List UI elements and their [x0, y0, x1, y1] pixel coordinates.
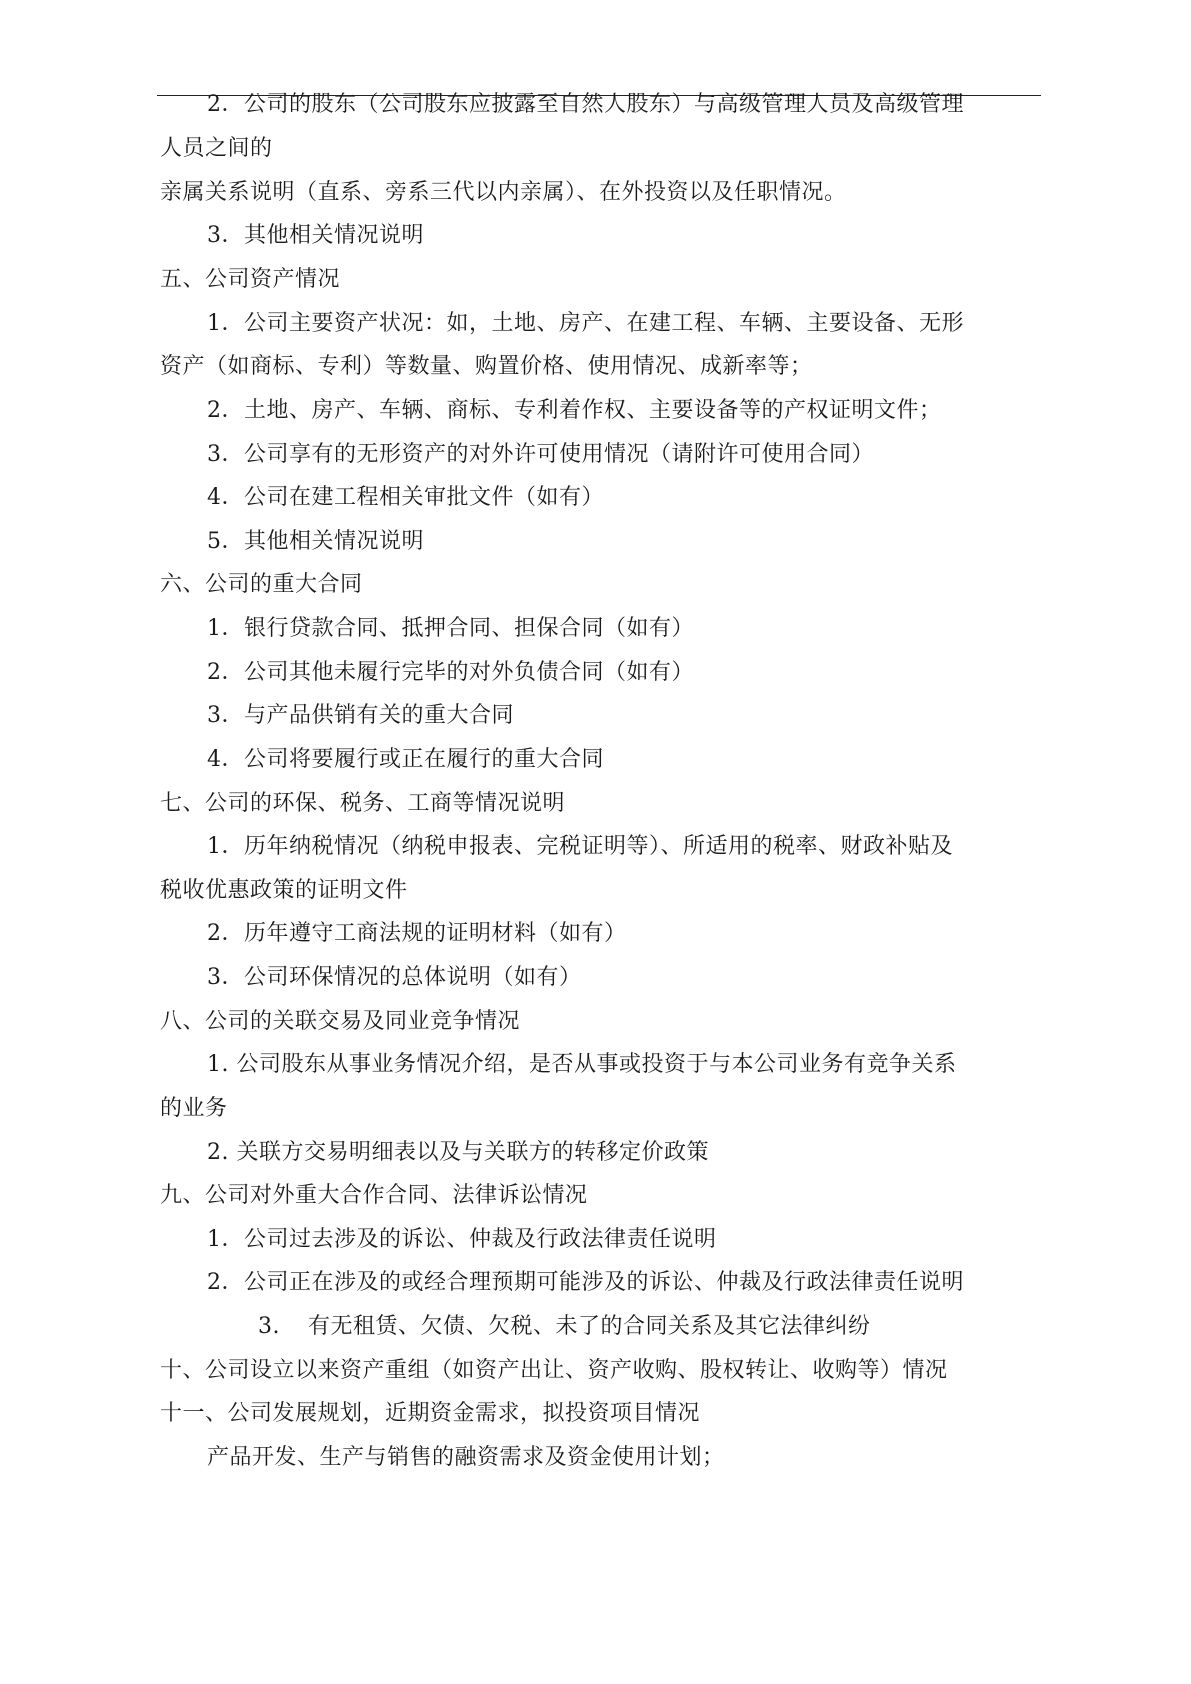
- text-line: 产品开发、生产与销售的融资需求及资金使用计划；: [207, 1445, 725, 1470]
- list-item: 1．公司主要资产状况：如，土地、房产、在建工程、车辆、主要设备、无形: [207, 311, 964, 336]
- list-item: 5．其他相关情况说明: [207, 529, 424, 554]
- list-item: 1. 公司股东从事业务情况介绍，是否从事或投资于与本公司业务有竞争关系: [207, 1052, 957, 1077]
- text-line: 税收优惠政策的证明文件: [160, 878, 408, 903]
- list-item: 1．历年纳税情况（纳税申报表、完税证明等）、所适用的税率、财政补贴及: [207, 834, 953, 859]
- list-item: 1．银行贷款合同、抵押合同、担保合同（如有）: [207, 616, 694, 641]
- section-heading: 九、公司对外重大合作合同、法律诉讼情况: [160, 1183, 588, 1208]
- section-heading: 八、公司的关联交易及同业竞争情况: [160, 1009, 521, 1034]
- list-item: 3. 有无租赁、欠债、欠税、未了的合同关系及其它法律纠纷: [258, 1314, 871, 1339]
- section-heading: 五、公司资产情况: [160, 267, 341, 292]
- text-line: 资产（如商标、专利）等数量、购置价格、使用情况、成新率等；: [160, 354, 813, 379]
- list-number: 3.: [258, 1314, 280, 1339]
- section-heading: 七、公司的环保、税务、工商等情况说明: [160, 791, 566, 816]
- section-heading: 十、公司设立以来资产重组（如资产出让、资产收购、股权转让、收购等）情况: [160, 1358, 948, 1383]
- list-item: 1．公司过去涉及的诉讼、仲裁及行政法律责任说明: [207, 1227, 717, 1252]
- text-line: 人员之间的: [160, 136, 273, 161]
- list-item: 2．公司其他未履行完毕的对外负债合同（如有）: [207, 660, 694, 685]
- list-item: 2．土地、房产、车辆、商标、专利着作权、主要设备等的产权证明文件；: [207, 398, 942, 423]
- text-line: 亲属关系说明（直系、旁系三代以内亲属）、在外投资以及任职情况。: [160, 180, 847, 205]
- text-line: 的业务: [160, 1096, 228, 1121]
- list-item: 2．历年遵守工商法规的证明材料（如有）: [207, 921, 627, 946]
- list-item: 3．公司环保情况的总体说明（如有）: [207, 965, 582, 990]
- section-heading: 六、公司的重大合同: [160, 572, 363, 597]
- text-line: 2．公司的股东（公司股东应披露至自然人股东）与高级管理人员及高级管理: [207, 92, 964, 117]
- list-item: 4．公司将要履行或正在履行的重大合同: [207, 747, 604, 772]
- section-heading: 十一、公司发展规划，近期资金需求，拟投资项目情况: [160, 1401, 701, 1426]
- list-item: 2. 关联方交易明细表以及与关联方的转移定价政策: [207, 1140, 709, 1165]
- list-item: 3．与产品供销有关的重大合同: [207, 703, 514, 728]
- list-item: 3．公司享有的无形资产的对外许可使用情况（请附许可使用合同）: [207, 442, 874, 467]
- list-item: 2．公司正在涉及的或经合理预期可能涉及的诉讼、仲裁及行政法律责任说明: [207, 1270, 964, 1295]
- list-item: 4．公司在建工程相关审批文件（如有）: [207, 485, 604, 510]
- list-item: 3．其他相关情况说明: [207, 223, 424, 248]
